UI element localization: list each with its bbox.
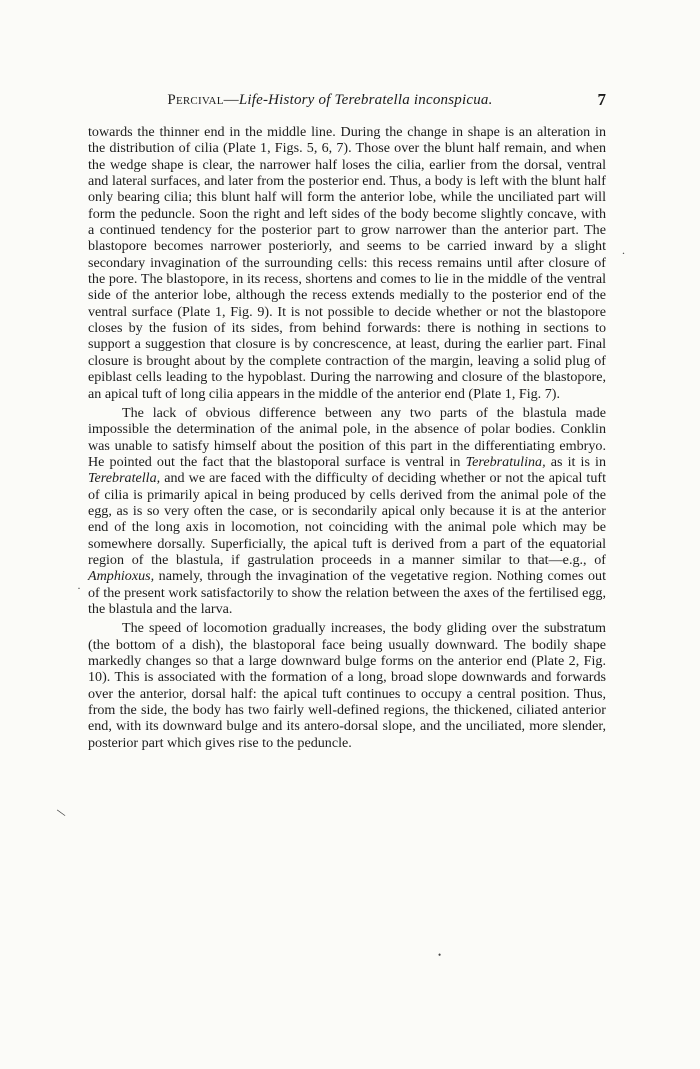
page-number: 7 bbox=[597, 90, 606, 109]
margin-mark-dot: • bbox=[438, 950, 442, 960]
italic-term: Amphioxus, bbox=[88, 568, 155, 585]
paragraph bbox=[88, 124, 606, 402]
text-run: The lack of obvious difference between any two parts of the blastula made impossible the determination of the animal pole, in the absence of polar bodies. Conklin was unable to satisfy himself about the position of this part in the differentiating embryo. He pointed out the fact that the blastoporal surface is ventral in bbox=[88, 404, 606, 470]
running-head bbox=[88, 92, 606, 114]
body-text bbox=[88, 124, 606, 751]
margin-mark-dot: . bbox=[622, 243, 625, 257]
text-run: and we are faced with the difficulty of deciding whether or not the apical tuft of cilia is primarily apical in being produced by cells derived from the animal pole of the egg, as is so very often the case, or is secondarily apical only because it is at the anterior end of the long axis in locomotion, not coinciding with the animal pole which may be somewhere dorsally. Superficially, the apical tuft is derived from a part of the equatorial region of the blastula, if gastrulation proceeds in a manner similar to that—e.g., of bbox=[88, 470, 606, 568]
running-head-separator: — bbox=[223, 92, 239, 108]
italic-term: Terebratella, bbox=[88, 470, 161, 487]
running-head-title bbox=[88, 92, 572, 109]
paragraph bbox=[88, 620, 606, 751]
margin-mark-tick: \ bbox=[55, 806, 68, 821]
running-head-title-prefix: Life-History of bbox=[238, 92, 335, 108]
running-head-species: Terebratella inconspicua. bbox=[334, 92, 493, 108]
running-head-author: Percival bbox=[167, 92, 224, 108]
paragraph bbox=[88, 405, 606, 617]
text-run: namely, through the invagination of the vegetative region. Nothing comes out of the present work satisfactorily to show the relation between the axes of the fertilised egg, the blastula and the larva. bbox=[88, 568, 606, 617]
text-run: towards the thinner end in the middle line. During the change in shape is an alteration in the distribution of cilia (Plate 1, Figs. 5, 6, 7). Those over the blunt half remain, and when the wedge shape is clear, the narrower half loses the cilia, earlier from the dorsal, ventral and lateral surfaces, and later from the posterior end. Thus, a body is left with the blunt half only bearing cilia; this blunt half will form the anterior lobe, while the unciliated part will form the peduncle. Soon the right and left sides of the body become slightly concave, with a continued tendency for the posterior part to grow narrower than the anterior part. The blastopore becomes narrower posteriorly, and seems to be carried inward by a slight secondary invagination of the surrounding cells: this recess remains until after closure of the pore. The blastopore, in its recess, shortens and comes to lie in the middle of the ventral side of the anterior lobe, although the recess extends medially to the posterior end of the ventral surface (Plate 1, Fig. 9). It is not possible to decide whether or not the blastopore closes by the fusion of its sides, from behind forwards: there is nothing in sections to support a suggestion that closure is by concrescence, at least, during the earlier part. Final closure is brought about by the complete contraction of the margin, leaving a solid plug of epiblast cells leading to the hypoblast. During the narrowing and closure of the blastopore, an apical tuft of long cilia appears in the middle of the anterior end (Plate 1, Fig. 7). bbox=[88, 124, 606, 402]
italic-term: Terebratulina, bbox=[465, 453, 546, 470]
text-run: The speed of locomotion gradually increases, the body gliding over the substratum (the bottom of a dish), the blastoporal face being usually downward. The bodily shape markedly changes so that a large downward bulge forms on the anterior end (Plate 2, Fig. 10). This is associated with the formation of a long, broad slope downwards and forwards over the anterior, dorsal half: the apical tuft continues to occupy a central position. Thus, from the side, the body has two fairly well-defined regions, the thickened, ciliated anterior end, with its downward bulge and its antero-dorsal slope, and the unciliated, more slender, posterior part which gives rise to the peduncle. bbox=[88, 620, 606, 751]
margin-mark-dot: · bbox=[77, 581, 81, 595]
text-run: as it is in bbox=[545, 453, 607, 470]
